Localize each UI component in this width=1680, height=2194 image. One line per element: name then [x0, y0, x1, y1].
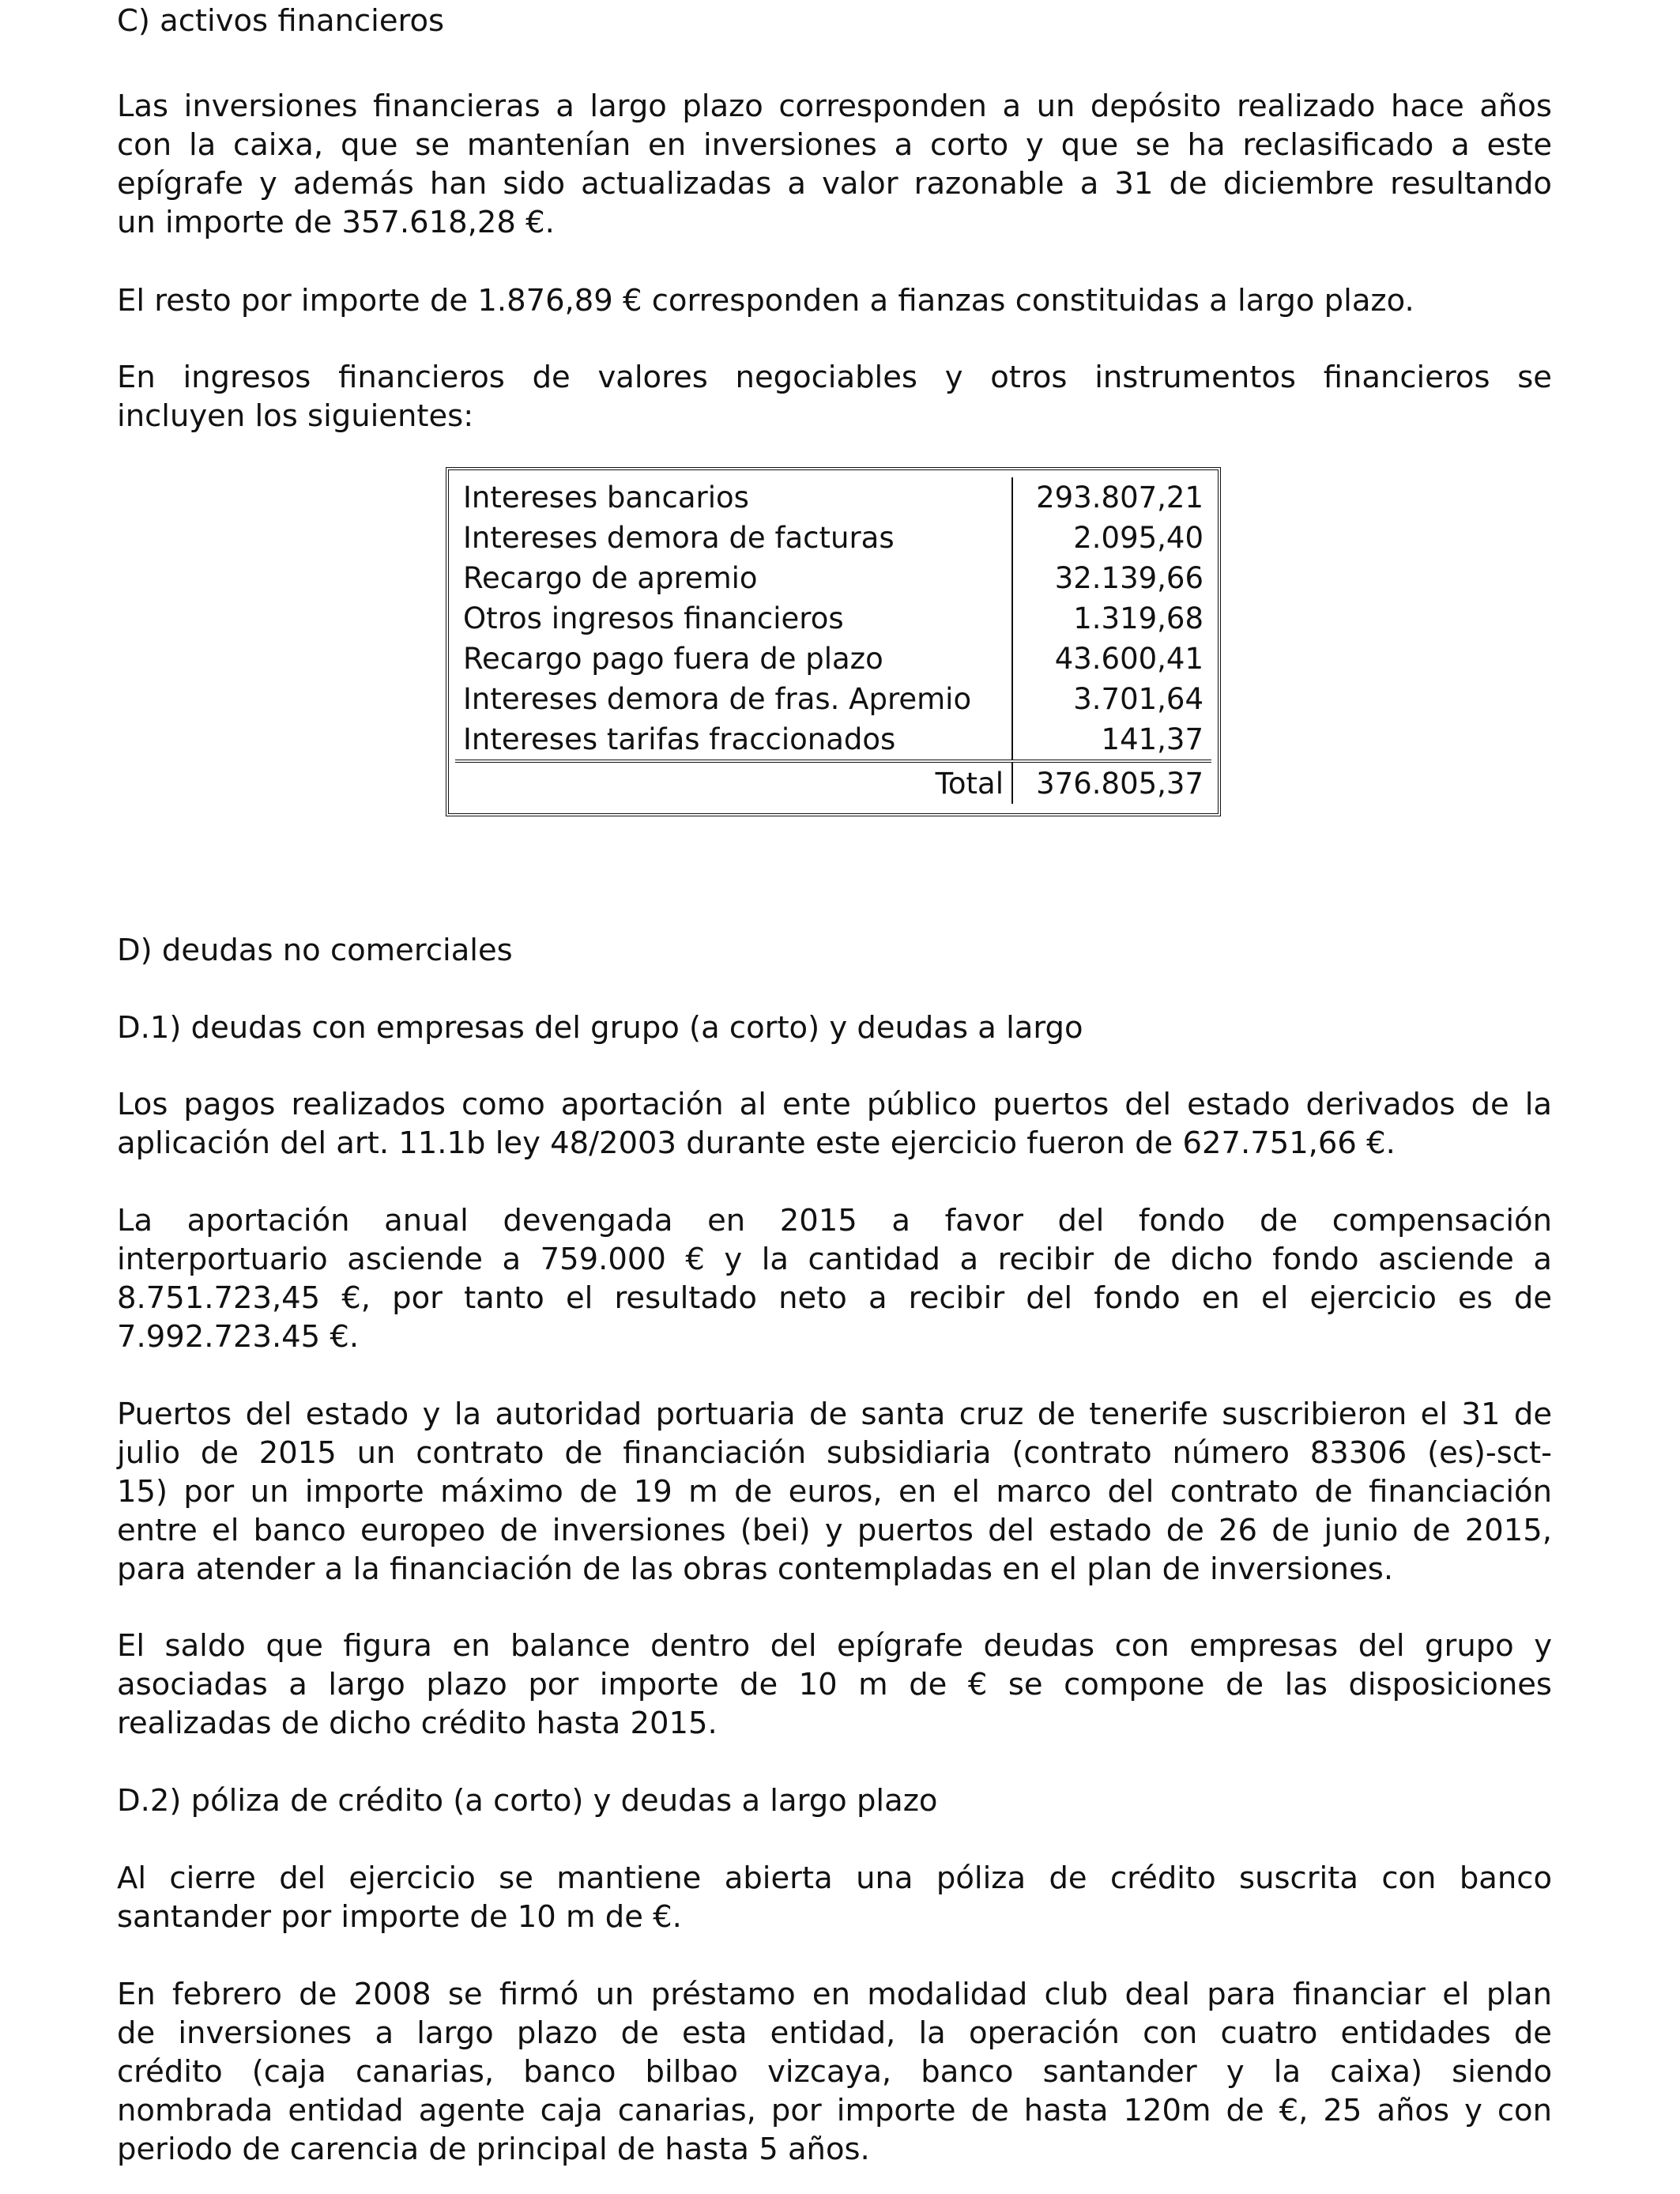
- total-amount: 376.805,37: [1012, 761, 1211, 804]
- amount-cell: 2.095,40: [1073, 521, 1203, 555]
- text-line: asociadas a largo plazo por importe de 10 m de € se compone de las disposiciones: [117, 1667, 1552, 1702]
- text-line: Al cierre del ejercicio se mantiene abierta una póliza de crédito suscrita con banco: [117, 1860, 1552, 1896]
- total-label: Total: [455, 761, 1012, 804]
- table-total-row: [455, 761, 1211, 804]
- text-line: epígrafe y además han sido actualizadas a valor razonable a 31 de diciembre resultando: [117, 166, 1552, 202]
- text-line: nombrada entidad agente caja canarias, por importe de hasta 120m de €, 25 años y con: [117, 2093, 1552, 2128]
- text-line: aplicación del art. 11.1b ley 48/2003 durante este ejercicio fueron de 627.751,66 €.: [117, 1125, 1396, 1161]
- table-row: [455, 639, 1211, 679]
- section-c-heading: C) activos financieros: [117, 3, 445, 39]
- text-line: para atender a la financiación de las obras contempladas en el plan de inversiones.: [117, 1551, 1394, 1587]
- table-row: [455, 558, 1211, 598]
- text-line: entre el banco europeo de inversiones (bei) y puertos del estado de 26 de junio de 2015,: [117, 1513, 1552, 1548]
- section-d2-heading: D.2) póliza de crédito (a corto) y deudas a largo plazo: [117, 1783, 938, 1819]
- section-d1-heading: D.1) deudas con empresas del grupo (a corto) y deudas a largo: [117, 1010, 1083, 1046]
- text-line: 8.751.723,45 €, por tanto el resultado neto a recibir del fondo en el ejercicio es de: [117, 1280, 1552, 1316]
- concept-cell: Intereses bancarios: [455, 477, 1012, 518]
- amount-cell: 293.807,21: [1036, 481, 1203, 515]
- amount-cell: 43.600,41: [1054, 642, 1203, 676]
- text-line: Las inversiones financieras a largo plazo corresponden a un depósito realizado hace años: [117, 89, 1552, 124]
- amount-cell: 32.139,66: [1054, 561, 1203, 595]
- concept-cell: Intereses demora de fras. Apremio: [455, 679, 1012, 719]
- text-line: incluyen los siguientes:: [117, 398, 474, 434]
- section-c-paragraph-2: El resto por importe de 1.876,89 € corresponden a fianzas constituidas a largo plazo.: [117, 283, 1414, 319]
- concept-cell: Intereses tarifas fraccionados: [455, 719, 1012, 761]
- amount-cell: 3.701,64: [1073, 682, 1203, 716]
- text-line: interportuario asciende a 759.000 € y la cantidad a recibir de dicho fondo asciende a: [117, 1242, 1552, 1277]
- text-line: 15) por un importe máximo de 19 m de euros, en el marco del contrato de financiación: [117, 1474, 1552, 1510]
- text-line: La aportación anual devengada en 2015 a favor del fondo de compensación: [117, 1203, 1552, 1238]
- table-row: [455, 598, 1211, 639]
- text-line: periodo de carencia de principal de hasta 5 años.: [117, 2132, 870, 2167]
- text-line: realizadas de dicho crédito hasta 2015.: [117, 1706, 718, 1741]
- amount-cell: 1.319,68: [1073, 601, 1203, 635]
- text-line: de inversiones a largo plazo de esta entidad, la operación con cuatro entidades de: [117, 2015, 1552, 2051]
- text-line: 7.992.723.45 €.: [117, 1319, 360, 1355]
- text-line: En ingresos financieros de valores negociables y otros instrumentos financieros se: [117, 360, 1552, 395]
- table-row: [455, 719, 1211, 761]
- text-line: Los pagos realizados como aportación al ente público puertos del estado derivados de la: [117, 1087, 1552, 1122]
- text-line: crédito (caja canarias, banco bilbao vizcaya, banco santander y la caixa) siendo: [117, 2054, 1552, 2090]
- concept-cell: Otros ingresos financieros: [455, 598, 1012, 639]
- text-line: un importe de 357.618,28 €.: [117, 205, 555, 240]
- text-line: Puertos del estado y la autoridad portuaria de santa cruz de tenerife suscribieron el 31 de: [117, 1397, 1552, 1432]
- text-line: El saldo que figura en balance dentro del epígrafe deudas con empresas del grupo y: [117, 1628, 1552, 1664]
- text-line: con la caixa, que se mantenían en inversiones a corto y que se ha reclasificado a este: [117, 127, 1552, 163]
- section-d-heading: D) deudas no comerciales: [117, 933, 513, 968]
- concept-cell: Intereses demora de facturas: [455, 518, 1012, 558]
- table-row: [455, 679, 1211, 719]
- amount-cell: 141,37: [1101, 722, 1203, 756]
- financial-income-table: [446, 467, 1221, 816]
- concept-cell: Recargo de apremio: [455, 558, 1012, 598]
- text-line: santander por importe de 10 m de €.: [117, 1899, 682, 1935]
- table-row: [455, 477, 1211, 518]
- text-line: En febrero de 2008 se firmó un préstamo en modalidad club deal para financiar el plan: [117, 1977, 1552, 2012]
- concept-cell: Recargo pago fuera de plazo: [455, 639, 1012, 679]
- table-row: [455, 518, 1211, 558]
- text-line: julio de 2015 un contrato de financiación subsidiaria (contrato número 83306 (es)-sct-: [117, 1435, 1552, 1471]
